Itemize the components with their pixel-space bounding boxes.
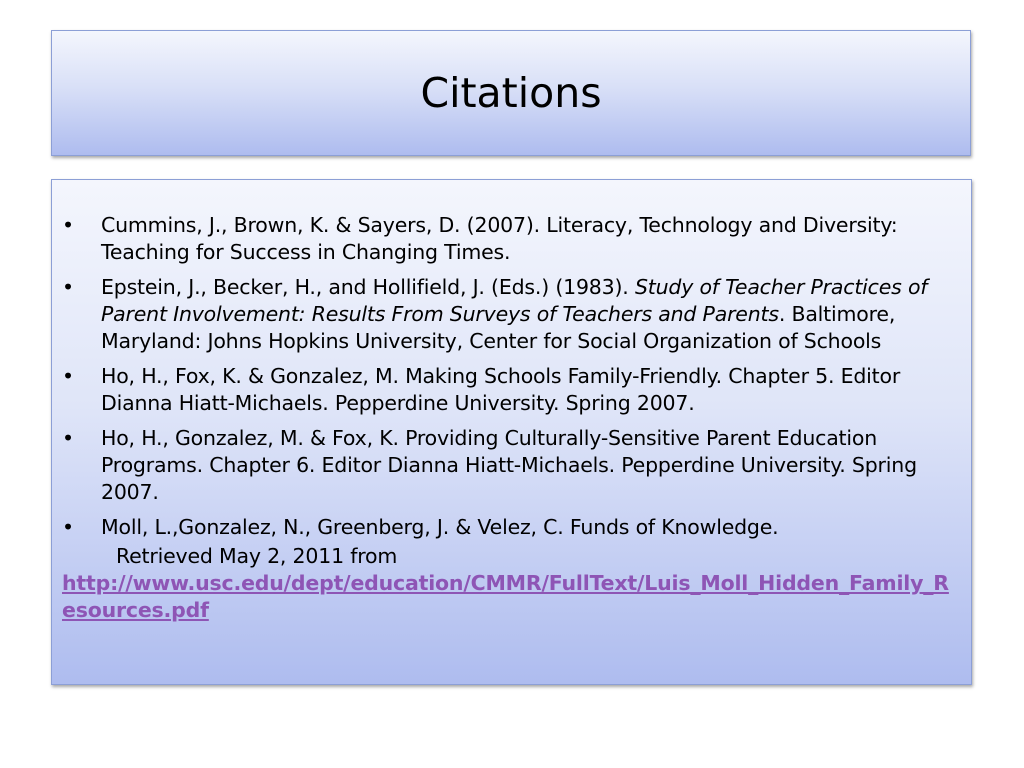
citation-item-epstein bbox=[62, 274, 957, 355]
citation-item-moll bbox=[62, 514, 957, 541]
citation-item-ho-fox bbox=[62, 363, 957, 417]
bullet-icon: • bbox=[62, 364, 74, 388]
bullet-icon: • bbox=[62, 275, 74, 299]
title-placeholder bbox=[51, 30, 971, 156]
citation-item-ho-gonzalez bbox=[62, 425, 957, 506]
citation-item-cummins bbox=[62, 212, 957, 266]
citation-italic-title: Study of Teacher Practices of Parent Involvement: Results From Surveys of Teachers and Parents bbox=[101, 275, 928, 326]
slide-title: Citations bbox=[420, 69, 602, 117]
bullet-icon: • bbox=[62, 426, 74, 450]
citation-list bbox=[62, 212, 957, 541]
bullet-icon: • bbox=[62, 213, 74, 237]
retrieved-text: Retrieved May 2, 2011 from bbox=[116, 544, 398, 568]
citation-text-before: Epstein, J., Becker, H., and Hollifield, J. (Eds.) (1983). bbox=[101, 275, 635, 299]
citation-text: Cummins, J., Brown, K. & Sayers, D. (2007). Literacy, Technology and Diversity: Teaching for Success in Changing Times. bbox=[101, 213, 898, 264]
citation-text-after: . Baltimore, Maryland: Johns Hopkins University, Center for Social Organization of Schools bbox=[101, 302, 896, 353]
content-placeholder bbox=[51, 179, 972, 685]
citation-text: Moll, L.,Gonzalez, N., Greenberg, J. & Velez, C. Funds of Knowledge. bbox=[101, 515, 779, 539]
bullet-icon: • bbox=[62, 515, 74, 539]
citation-text: Ho, H., Fox, K. & Gonzalez, M. Making Schools Family-Friendly. Chapter 5. Editor Dianna Hiatt-Michaels. Pepperdine University. Spring 2007. bbox=[101, 364, 901, 415]
citations-body bbox=[62, 212, 957, 624]
resource-link[interactable]: http://www.usc.edu/dept/education/CMMR/FullText/Luis_Moll_Hidden_Family_Resources.pdf bbox=[62, 571, 949, 622]
citation-text: Ho, H., Gonzalez, M. & Fox, K. Providing Culturally-Sensitive Parent Education Programs. Chapter 6. Editor Dianna Hiatt-Michaels. Pepperdine University. Spring 2007. bbox=[101, 426, 917, 504]
